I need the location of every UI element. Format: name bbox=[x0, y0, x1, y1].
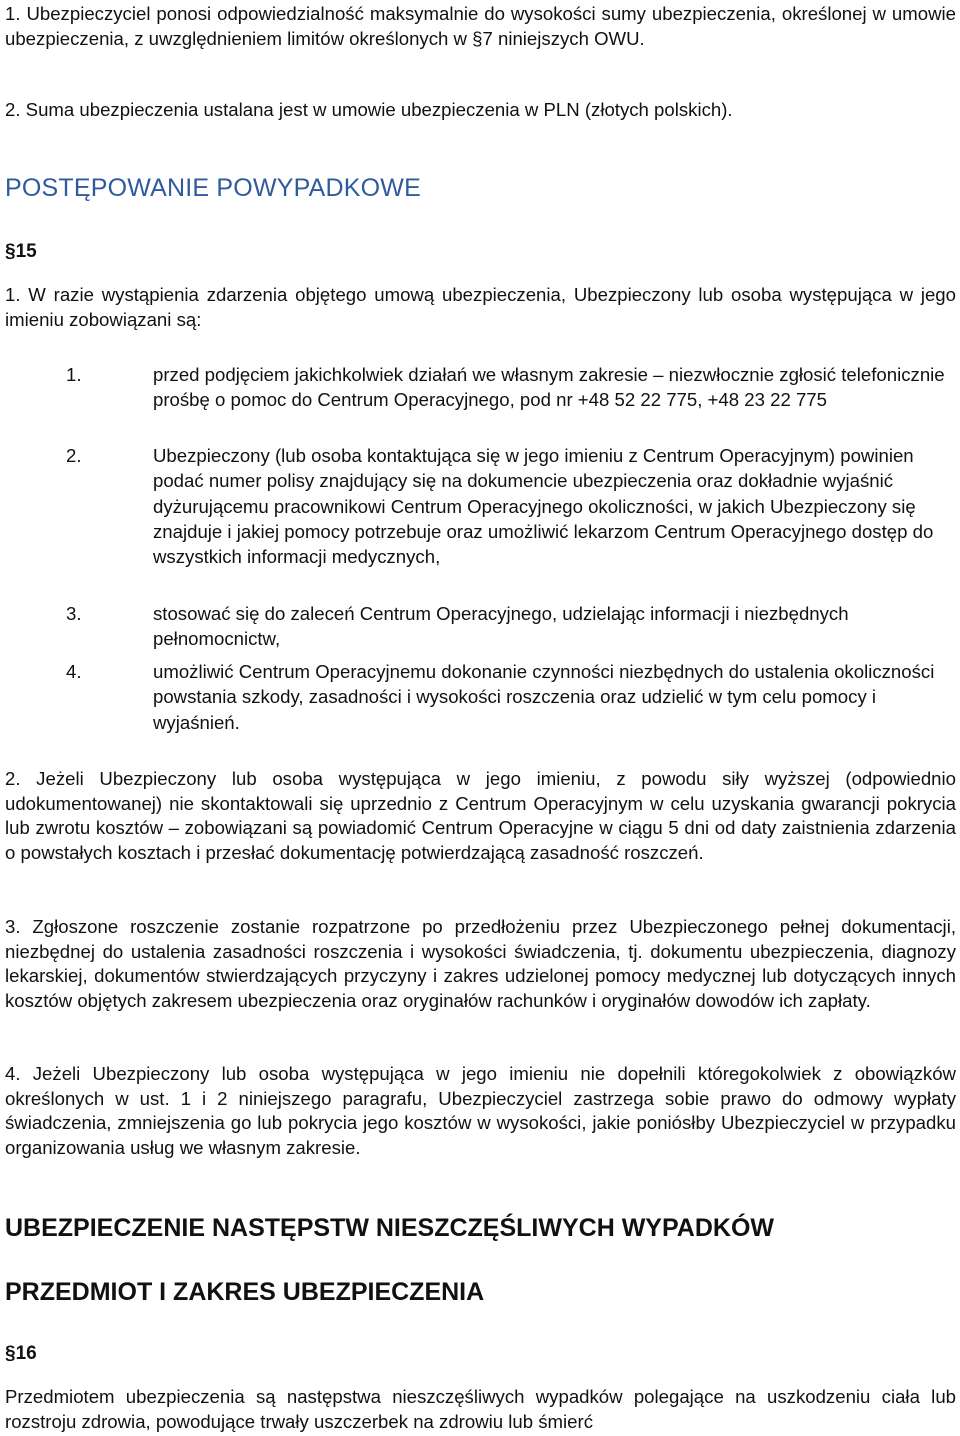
list-item-number: 1. bbox=[66, 364, 82, 385]
list-item-number: 4. bbox=[66, 661, 82, 682]
section-number-15: §15 bbox=[5, 241, 37, 262]
paragraph-claim-documentation: 3. Zgłoszone roszczenie zostanie rozpatrzone po przedłożeniu przez Ubezpieczonego pełnej dokumentacji, niezbędnej do ustalenia zasadności roszczenia i wysokości świadczenia, tj. dokumentu ubezpieczenia, diagnozy lekarskiej, dokumentów stwierdzających przyczyny i zakres udzielonej pomocy medycznej lub dotyczących innych kosztów objętych zakresem ubezpieczenia oraz oryginałów rachunków i oryginałów dowodów ich zapłaty. bbox=[5, 916, 956, 1011]
section-heading-postepowanie: POSTĘPOWANIE POWYPADKOWE bbox=[5, 174, 421, 202]
list-item-number: 2. bbox=[66, 445, 82, 466]
list-item-text: stosować się do zaleceń Centrum Operacyjnego, udzielając informacji i niezbędnych pełnomocnictw, bbox=[153, 603, 849, 650]
list-item-text: przed podjęciem jakichkolwiek działań we własnym zakresie – niezwłocznie zgłosić telefonicznie prośbę o pomoc do Centrum Operacyjnego, pod nr +48 52 22 775, +48 23 22 775 bbox=[153, 364, 945, 411]
paragraph-subject-of-insurance: Przedmiotem ubezpieczenia są następstwa nieszczęśliwych wypadków polegające na uszkodzeniu ciała lub rozstroju zdrowia, powodujące trwały uszczerbek na zdrowiu lub śmierć bbox=[5, 1386, 956, 1432]
list-item-number: 3. bbox=[66, 603, 82, 624]
paragraph-refusal-right: 4. Jeżeli Ubezpieczony lub osoba występująca w jego imieniu nie dopełnili któregokolwiek z obowiązków określonych w ust. 1 i 2 niniejszego paragrafu, Ubezpieczyciel zastrzega sobie prawo do odmowy wypłaty świadczenia, zmniejszenia go lub pokrycia jego kosztów w wysokości, jakie poniósłby Ubezpieczyciel w przypadku organizowania usług we własnym zakresie. bbox=[5, 1063, 956, 1158]
section-heading-przedmiot: PRZEDMIOT I ZAKRES UBEZPIECZENIA bbox=[5, 1278, 485, 1306]
paragraph-sum-liability: 1. Ubezpieczyciel ponosi odpowiedzialność maksymalnie do wysokości sumy ubezpieczenia, określonej w umowie ubezpieczenia, z uwzględnieniem limitów określonych w §7 niniejszych OWU. bbox=[5, 3, 956, 49]
paragraph-force-majeure: 2. Jeżeli Ubezpieczony lub osoba występująca w jego imieniu, z powodu siły wyższej (odpowiednio udokumentowanej) nie skontaktowali się uprzednio z Centrum Operacyjnym w celu uzyskania gwarancji pokrycia lub zwrotu kosztów – zobowiązani są powiadomić Centrum Operacyjne w ciągu 5 dni od daty zaistnienia zdarzenia o powstałych kosztach i przesłać dokumentację potwierdzającą zasadność roszczeń. bbox=[5, 768, 956, 863]
section-heading-nnw: UBEZPIECZENIE NASTĘPSTW NIESZCZĘŚLIWYCH WYPADKÓW bbox=[5, 1214, 774, 1242]
paragraph-sum-currency: 2. Suma ubezpieczenia ustalana jest w umowie ubezpieczenia w PLN (złotych polskich). bbox=[5, 99, 733, 120]
list-item-text: Ubezpieczony (lub osoba kontaktująca się w jego imieniu z Centrum Operacyjnym) powinien podać numer polisy znajdujący się na dokumencie ubezpieczenia oraz dokładnie wyjaśnić dyżurującemu pracownikowi Centrum Operacyjnego okoliczności, w jakich Ubezpieczony się znajduje i jakiej pomocy potrzebuje oraz umożliwić lekarzom Centrum Operacyjnego dostęp do wszystkich informacji medycznych, bbox=[153, 445, 934, 568]
list-item-text: umożliwić Centrum Operacyjnemu dokonanie czynności niezbędnych do ustalenia okoliczności powstania szkody, zasadności i wysokości roszczenia oraz udzielić w tym celu pomocy i wyjaśnień. bbox=[153, 661, 935, 733]
section-number-16: §16 bbox=[5, 1343, 37, 1364]
paragraph-obligations-intro: 1. W razie wystąpienia zdarzenia objętego umową ubezpieczenia, Ubezpieczony lub osoba występująca w jego imieniu zobowiązani są: bbox=[5, 284, 956, 330]
